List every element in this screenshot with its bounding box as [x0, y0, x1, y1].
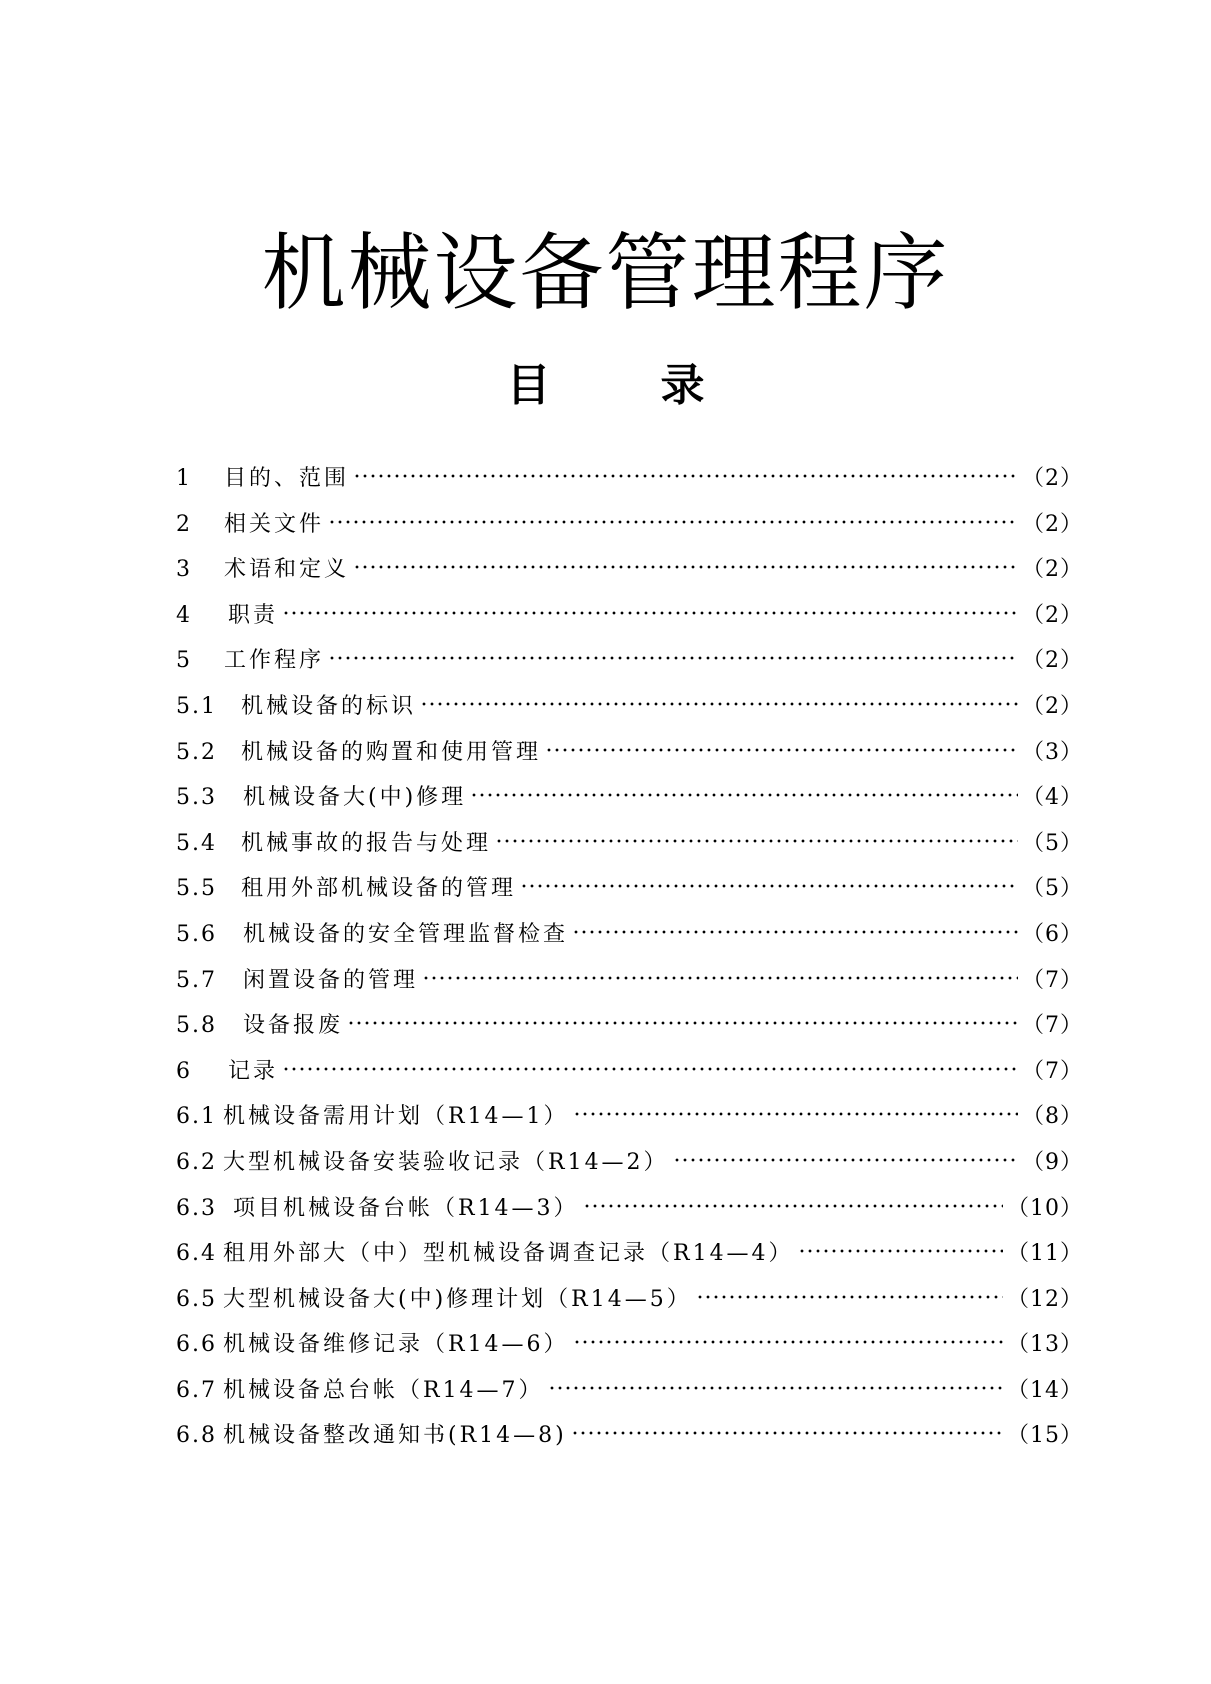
- toc-entry-title: 大型机械设备大(中)修理计划（R14—5）: [223, 1286, 692, 1312]
- toc-leader-dots: [470, 774, 1018, 804]
- toc-entry-title: 机械设备维修记录（R14—6）: [223, 1332, 569, 1358]
- toc-entry: [176, 637, 1083, 683]
- toc-leader-dots: [545, 729, 1018, 759]
- toc-leader-dots: [798, 1230, 1003, 1260]
- toc-leader-dots: [573, 1093, 1018, 1123]
- toc-entry-number: 6.2: [176, 1149, 217, 1175]
- toc-entry-title: 项目机械设备台帐（R14—3）: [233, 1195, 579, 1221]
- toc-entry-page: （2）: [1022, 466, 1083, 491]
- toc-entry-page: （9）: [1022, 1149, 1083, 1175]
- toc-leader-dots: [282, 1048, 1018, 1078]
- toc-entry-number: 6.6: [176, 1332, 217, 1358]
- toc-entry: [176, 729, 1083, 775]
- toc-entry-number: 6.4: [176, 1241, 217, 1267]
- toc-entry: [176, 820, 1083, 866]
- toc-entry-page: （7）: [1022, 967, 1083, 993]
- toc-leader-dots: [673, 1139, 1018, 1169]
- toc-entry-number: 5.2: [176, 739, 217, 765]
- toc-entry-page: （10）: [1007, 1195, 1083, 1221]
- toc-entry-number: 6.3: [176, 1195, 217, 1221]
- toc-entry-page: （7）: [1022, 1058, 1083, 1084]
- toc-leader-dots: [353, 546, 1018, 576]
- toc-entry-number: 5.8: [176, 1013, 217, 1039]
- toc-entry-page: （2）: [1022, 557, 1083, 583]
- toc-entry-title: 设备报废: [243, 1013, 344, 1039]
- toc-entry-page: （5）: [1022, 876, 1083, 902]
- document-title: 机械设备管理程序: [261, 224, 950, 322]
- toc-entry: [176, 774, 1083, 820]
- toc-entry: [176, 957, 1083, 1003]
- toc-entry-title: 租用外部机械设备的管理: [241, 876, 517, 902]
- toc-entry-number: 5.7: [176, 967, 217, 993]
- toc-entry: [176, 911, 1083, 957]
- toc-entry: [176, 1093, 1083, 1139]
- toc-entry-title: 目的、范围: [224, 466, 350, 491]
- toc-entry-number: 5.4: [176, 830, 217, 856]
- toc-entry-number: 5.5: [176, 876, 217, 902]
- toc-entry-title: 租用外部大（中）型机械设备调查记录（R14—4）: [223, 1241, 794, 1267]
- toc-entry: [176, 546, 1083, 592]
- toc-entry: [176, 501, 1083, 547]
- toc-leader-dots: [495, 820, 1018, 850]
- toc-entry-page: （4）: [1022, 785, 1083, 811]
- toc-leader-dots: [548, 1367, 1003, 1397]
- toc-leader-dots: [696, 1276, 1003, 1306]
- toc-entry-title: 机械事故的报告与处理: [241, 830, 492, 856]
- toc-heading: [0, 356, 1211, 416]
- toc-entry: [176, 683, 1083, 729]
- toc-leader-dots: [347, 1002, 1018, 1032]
- toc-entry: [176, 1230, 1083, 1276]
- toc-entry: [176, 1002, 1083, 1048]
- toc-leader-dots: [420, 683, 1018, 713]
- toc-entry-number: 6.8: [176, 1423, 217, 1449]
- toc-entry: [176, 865, 1083, 911]
- toc-entry: [176, 1367, 1083, 1413]
- toc-entry-title: 大型机械设备安装验收记录（R14—2）: [223, 1149, 669, 1175]
- toc-entry-page: （2）: [1022, 693, 1083, 719]
- toc-entry-number: 3: [176, 557, 192, 583]
- toc-entry-title: 机械设备整改通知书(R14—8): [223, 1423, 567, 1449]
- toc-entry: [176, 1321, 1083, 1367]
- toc-entry-page: （7）: [1022, 1013, 1083, 1039]
- toc-entry-page: （11）: [1007, 1241, 1083, 1267]
- toc-entry-page: （12）: [1007, 1286, 1083, 1312]
- toc-leader-dots: [571, 1412, 1003, 1442]
- toc-entry-title: 工作程序: [224, 648, 325, 674]
- toc-entry-number: 4: [176, 602, 192, 628]
- toc-entry: [176, 1276, 1083, 1322]
- toc-leader-dots: [422, 957, 1018, 987]
- toc-entry-number: 6: [176, 1058, 192, 1084]
- toc-entry-title: 机械设备的标识: [241, 693, 417, 719]
- toc-entry-title: 相关文件: [224, 511, 325, 537]
- toc-entry-number: 5.3: [176, 785, 217, 811]
- toc-entry-page: （8）: [1022, 1104, 1083, 1130]
- toc-leader-dots: [583, 1185, 1003, 1215]
- toc-entry-number: 6.1: [176, 1104, 217, 1130]
- toc-entry: [176, 1139, 1083, 1185]
- toc-entry-number: 5.6: [176, 921, 217, 947]
- toc-entry-title: 机械设备的安全管理监督检查: [243, 921, 569, 947]
- toc-entry-page: （3）: [1022, 739, 1083, 765]
- toc-entry-number: 6.5: [176, 1286, 217, 1312]
- toc-leader-dots: [573, 1321, 1003, 1351]
- toc-entry-page: （2）: [1022, 511, 1083, 537]
- toc-entry-page: （6）: [1022, 921, 1083, 947]
- toc-list: [176, 455, 1083, 1458]
- toc-entry-page: （13）: [1007, 1332, 1083, 1358]
- toc-entry-title: 闲置设备的管理: [243, 967, 419, 993]
- toc-leader-dots: [328, 637, 1018, 667]
- toc-entry-number: 5: [176, 648, 192, 674]
- toc-entry-title: 职责: [228, 602, 279, 628]
- toc-entry-page: （2）: [1022, 602, 1083, 628]
- toc-leader-dots: [520, 865, 1018, 895]
- toc-entry-page: （15）: [1007, 1423, 1083, 1449]
- toc-leader-dots: [328, 501, 1018, 531]
- toc-entry-number: 5.1: [176, 693, 217, 719]
- toc-entry-number: 1: [176, 466, 192, 491]
- toc-entry-title: 机械设备需用计划（R14—1）: [223, 1104, 569, 1130]
- toc-entry: [176, 1048, 1083, 1094]
- toc-entry-number: 6.7: [176, 1377, 217, 1403]
- toc-entry-title: 机械设备总台帐（R14—7）: [223, 1377, 544, 1403]
- toc-entry-title: 记录: [228, 1058, 279, 1084]
- toc-entry-title: 术语和定义: [224, 557, 350, 583]
- toc-entry-title: 机械设备大(中)修理: [243, 785, 467, 811]
- toc-leader-dots: [353, 455, 1018, 485]
- toc-entry: [176, 1412, 1083, 1458]
- toc-leader-dots: [572, 911, 1018, 941]
- toc-leader-dots: [282, 592, 1018, 622]
- toc-entry-title: 机械设备的购置和使用管理: [241, 739, 542, 765]
- toc-entry: [176, 1185, 1083, 1231]
- toc-entry: [176, 592, 1083, 638]
- toc-heading-char-2: 录: [660, 360, 705, 411]
- toc-entry-number: 2: [176, 511, 192, 537]
- toc-heading-char-1: 目: [506, 360, 551, 411]
- toc-entry: [176, 455, 1083, 501]
- toc-entry-page: （5）: [1022, 830, 1083, 856]
- toc-entry-page: （2）: [1022, 648, 1083, 674]
- toc-entry-page: （14）: [1007, 1377, 1083, 1403]
